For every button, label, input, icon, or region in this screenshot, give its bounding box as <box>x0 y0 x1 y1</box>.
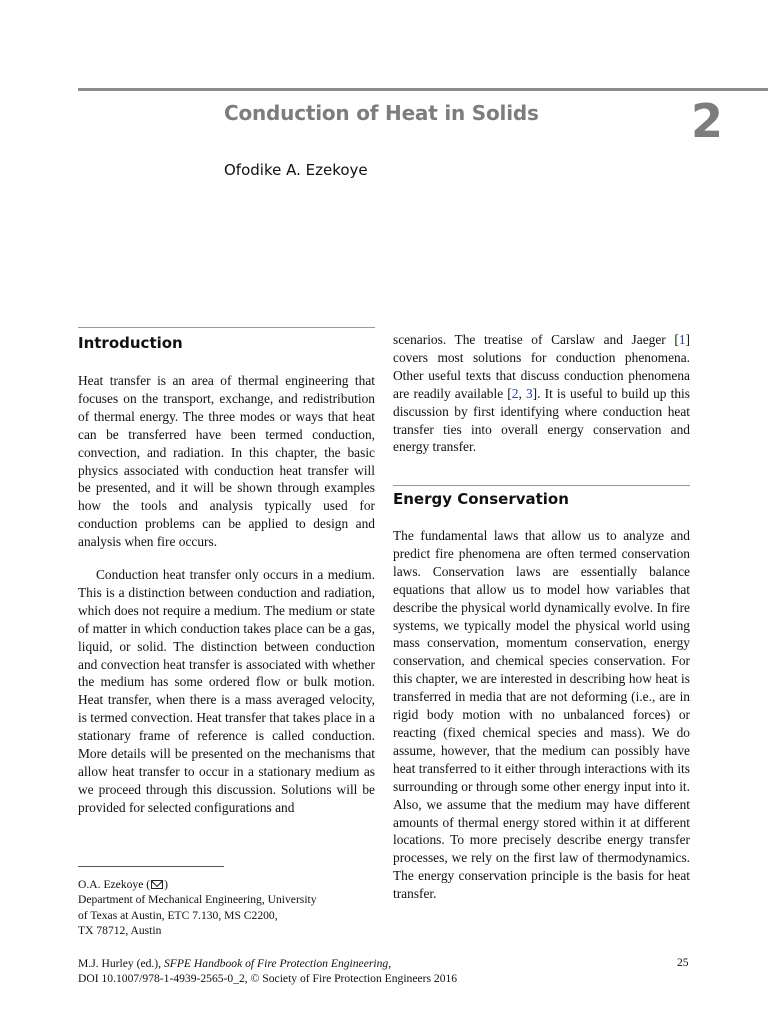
chapter-number: 2 <box>691 94 724 148</box>
chapter-title: Conduction of Heat in Solids <box>224 101 539 125</box>
introduction-rule <box>78 327 375 328</box>
envelope-icon[interactable] <box>151 880 163 889</box>
author-name: Ofodike A. Ezekoye <box>224 161 368 179</box>
author-footnote <box>78 877 378 939</box>
reference-link-1[interactable]: 1 <box>678 332 686 347</box>
energy-conservation-heading: Energy Conservation <box>393 490 569 508</box>
introduction-continuation: scenarios. The treatise of Carslaw and Jaeger [1] covers most solutions for conduction phenomena. Other useful texts that discuss conduction phenomena are readily available [2, 3]. It is useful to build up this discussion by first identifying where conduction heat transfer ties into overall energy conservation and energy transfer. <box>393 332 690 455</box>
footnote-affiliation-line-3: TX 78712, Austin <box>78 924 162 938</box>
footnote-affiliation-line-2: of Texas at Austin, ETC 7.130, MS C2200, <box>78 908 278 922</box>
citation-line-1: M.J. Hurley (ed.), SFPE Handbook of Fire Protection Engineering, <box>78 957 392 970</box>
reference-link-2[interactable]: 2 <box>511 385 519 401</box>
introduction-paragraph-2: Conduction heat transfer only occurs in a medium. This is a distinction between conduction and radiation, which does not require a medium. The medium or state of matter in which conduction takes place can be a gas, liquid, or solid. The distinction between conduction and convection heat transfer is associated with whether the medium has some ordered flow or bulk motion. Heat transfer, when there is a mass averaged velocity, is termed convection. Heat transfer that takes place in a stationary frame of reference is called conduction. More details will be presented on the mechanisms that allow heat transfer to occur in a stationary medium as we proceed through this discussion. Solutions will be provided for selected configurations and <box>78 567 375 815</box>
citation-doi-line: DOI 10.1007/978-1-4939-2565-0_2, © Society of Fire Protection Engineers 2016 <box>78 972 458 986</box>
book-title: SFPE Handbook of Fire Protection Engineering <box>163 957 389 970</box>
reference-link-3[interactable]: 3 <box>525 385 533 401</box>
energy-conservation-rule <box>393 485 690 486</box>
energy-conservation-paragraph: The fundamental laws that allow us to analyze and predict fire phenomena are often termed conservation laws. Conservation laws are essentially balance equations that allow us to model how variables that describe the physical world dynamically evolve. In fire systems, we typically model the physical world using mass conservation, momentum conservation, energy conservation, and chemical species conservation. For this chapter, we are interested in describing how heat is transferred in media that are not deforming (i.e., are in rigid body motion with no unbalanced forces) or reacting (fixed chemical species and mass). We do assume, however, that the medium can possibly have heat transferred to it either through interactions with its surrounding or through some other energy input into it. Also, we assume that the medium may have different amounts of thermal energy stored within it at different locations. To more precisely describe energy transfer processes, we rely on the first law of thermodynamics. The energy conservation principle is the basis for heat transfer. <box>393 528 690 902</box>
footnote-author-line: O.A. Ezekoye ( ) <box>78 878 168 891</box>
top-rule <box>78 88 768 91</box>
footnote-affiliation-line-1: Department of Mechanical Engineering, University <box>78 893 317 907</box>
book-citation <box>78 956 598 987</box>
footnote-rule <box>78 866 224 867</box>
page-number: 25 <box>677 956 689 969</box>
introduction-heading: Introduction <box>78 334 183 352</box>
introduction-paragraph-1: Heat transfer is an area of thermal engineering that focuses on the transport, exchange, and redistribution of thermal energy. The three modes or ways that heat can be transferred have been termed conduction, convection, and radiation. In this chapter, the basic physics associated with conduction heat transfer will be presented, and it will be shown through examples how the tools and analysis typically used for conduction problems can be applied to design and analysis when fire occurs. <box>78 373 375 550</box>
